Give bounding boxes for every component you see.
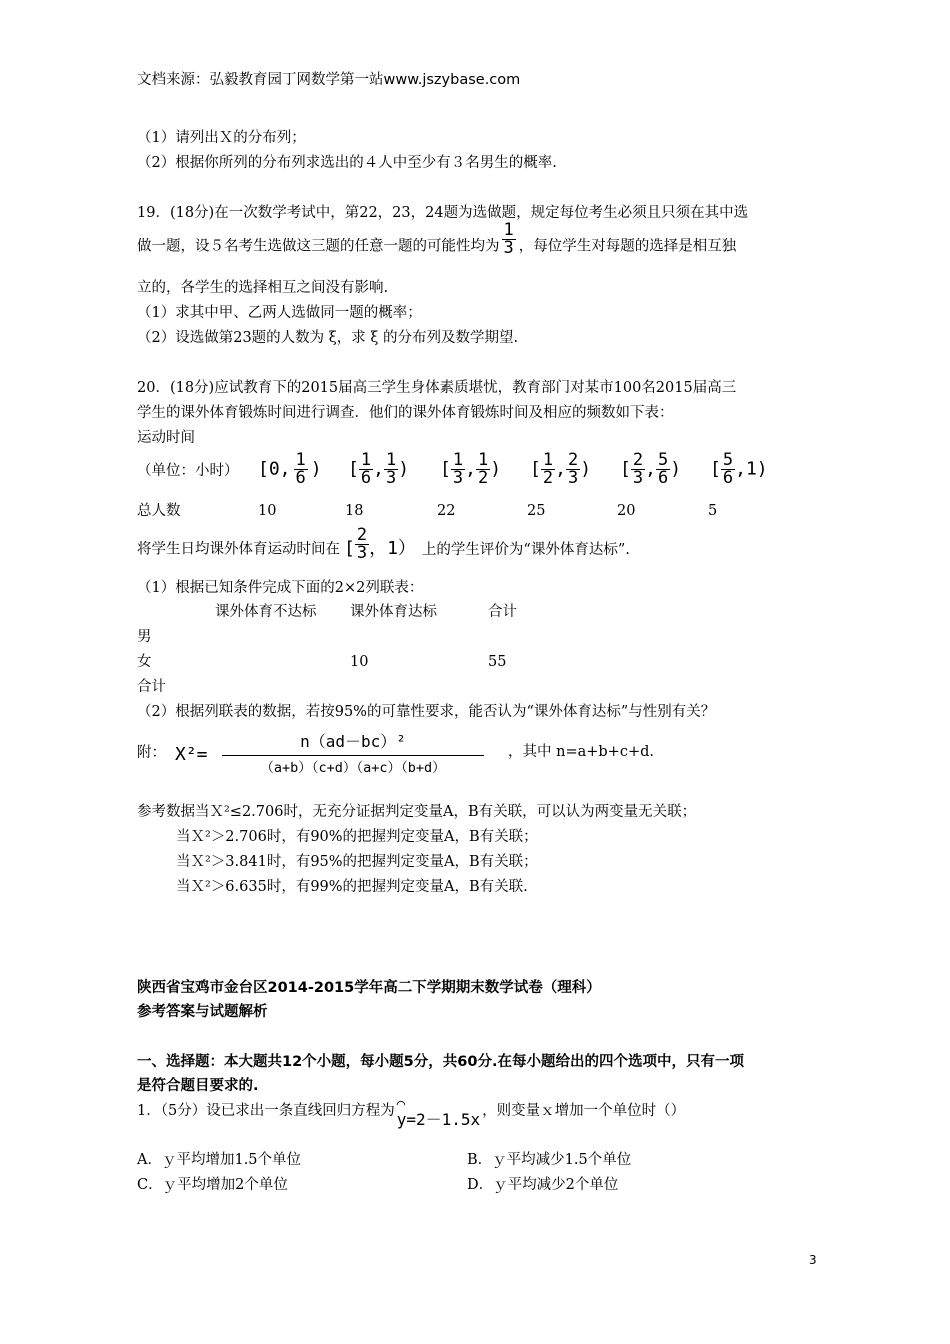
standard-interval: [ $\frac{2}{3}$ ，1） bbox=[344, 525, 416, 563]
formula-suffix: ，其中 n=a+b+c+d. bbox=[508, 744, 654, 760]
count-cell: 20 bbox=[617, 503, 636, 519]
ref-line: 当Ｘ²＞2.706时，有90%的把握判定变量A，B有关联； bbox=[176, 829, 538, 845]
option-a: A．ｙ平均增加1.5个单位 bbox=[137, 1152, 302, 1168]
ref-line: 参考数据当Ｘ²≤2.706时，无充分证据判定变量A，B有关联，可以认为两变量无关联； bbox=[137, 804, 697, 820]
q18-part1: （1）请列出Ｘ的分布列； bbox=[137, 130, 306, 146]
fraction-numerator: 1 bbox=[503, 220, 514, 240]
interval-1: [0, $\frac{1}{6}$ ) bbox=[258, 450, 322, 488]
ref-line: 当Ｘ²＞6.635时，有99%的把握判定变量A，B有关联. bbox=[176, 879, 528, 895]
hat-icon: ⌒ bbox=[396, 1096, 406, 1112]
interval-3: [ $\frac{1}{3}$ , $\frac{1}{2}$ ) bbox=[440, 450, 502, 488]
count-cell: 18 bbox=[345, 503, 364, 519]
q19-probability-fraction bbox=[502, 222, 516, 257]
q19-part2: （2）设选做第23题的人数为 ξ，求 ξ 的分布列及数学期望. bbox=[137, 330, 519, 346]
formula-prefix: 附： bbox=[137, 745, 166, 761]
answers-subtitle: 参考答案与试题解析 bbox=[137, 1004, 268, 1020]
table-row-label-count: 总人数 bbox=[137, 503, 181, 519]
standard-text-b: 上的学生评价为“课外体育达标”. bbox=[421, 541, 630, 558]
interval-2: [ $\frac{1}{6}$ , $\frac{1}{3}$ ) bbox=[348, 450, 410, 488]
interval-6: [ $\frac{5}{6}$ ,1) bbox=[710, 450, 768, 488]
q20-part1: （1）根据已知条件完成下面的2×2列联表： bbox=[137, 580, 424, 596]
q19-part1: （1）求其中甲、乙两人选做同一题的概率； bbox=[137, 305, 422, 321]
q1-text-b: ，则变量ｘ增加一个单位时（） bbox=[482, 1103, 686, 1119]
ct-cell: 10 bbox=[350, 654, 369, 670]
ref-line: 当Ｘ²＞3.841时，有95%的把握判定变量A，B有关联； bbox=[176, 854, 538, 870]
table-row-label-unit: （单位：小时） bbox=[137, 463, 239, 479]
section1-line1: 一、选择题：本大题共12个小题，每小题5分，共60分.在每小题给出的四个选项中，只有一项 bbox=[137, 1054, 744, 1070]
formula-denominator: （a+b）（c+d）（a+c）（b+d） bbox=[260, 760, 446, 776]
answers-title: 陕西省宝鸡市金台区2014-2015学年高二下学期期末数学试卷（理科） bbox=[137, 980, 601, 996]
count-cell: 5 bbox=[708, 503, 718, 519]
count-cell: 25 bbox=[527, 503, 546, 519]
regression-equation: ⌒ y=2－1.5x bbox=[396, 1096, 481, 1129]
ct-header: 课外体育达标 bbox=[350, 604, 437, 620]
chi-square-formula bbox=[222, 732, 484, 778]
interval-4: [ $\frac{1}{2}$ , $\frac{2}{3}$ ) bbox=[530, 450, 592, 488]
option-b: B．ｙ平均减少1.5个单位 bbox=[467, 1152, 632, 1168]
q19-line2-a: 做一题，设５名考生选做这三题的任意一题的可能性均为 bbox=[137, 238, 500, 255]
option-d: D．ｙ平均减少2个单位 bbox=[467, 1177, 619, 1193]
table-row-label-time: 运动时间 bbox=[137, 430, 195, 446]
formula-lhs: X²= bbox=[175, 744, 208, 765]
q20-line1: 20．(18分)应试教育下的2015届高三学生身体素质堪忧，教育部门对某市100名2015届高三 bbox=[137, 380, 737, 396]
count-cell: 22 bbox=[437, 503, 456, 519]
q19-line1: 19．(18分)在一次数学考试中，第22，23，24题为选做题，规定每位考生必须且只须在其中选 bbox=[137, 205, 749, 221]
ct-header: 合计 bbox=[488, 604, 517, 620]
q20-part2: （2）根据列联表的数据，若按95%的可靠性要求，能否认为“课外体育达标”与性别有关？ bbox=[137, 704, 716, 720]
ct-row-label: 女 bbox=[137, 654, 152, 670]
section1-line2: 是符合题目要求的. bbox=[137, 1078, 259, 1094]
interval-5: [ $\frac{2}{3}$ , $\frac{5}{6}$ ) bbox=[620, 450, 682, 488]
formula-numerator: n（ad－bc）² bbox=[222, 732, 484, 756]
q20-line2: 学生的课外体育锻炼时间进行调查．他们的课外体育锻炼时间及相应的频数如下表： bbox=[137, 405, 674, 421]
standard-text-a: 将学生日均课外体育运动时间在 bbox=[137, 541, 340, 558]
answer-q1 bbox=[137, 1096, 686, 1129]
q19-line2 bbox=[137, 220, 737, 258]
q20-standard-line bbox=[137, 525, 630, 563]
q18-part2: （2）根据你所列的分布列求选出的４人中至少有３名男生的概率. bbox=[137, 155, 557, 171]
count-cell: 10 bbox=[258, 503, 277, 519]
fraction-denominator: 3 bbox=[503, 238, 514, 258]
source-header: 文档来源：弘毅教育园丁网数学第一站www.jszybase.com bbox=[137, 72, 521, 88]
q19-line2-b: ，每位学生对每题的选择是相互独 bbox=[518, 238, 737, 255]
option-c: C．ｙ平均增加2个单位 bbox=[137, 1177, 288, 1193]
page-number: 3 bbox=[809, 1253, 817, 1267]
ct-cell: 55 bbox=[488, 654, 507, 670]
ct-row-label: 男 bbox=[137, 629, 152, 645]
q1-text-a: 1．（5分）设已求出一条直线回归方程为 bbox=[137, 1103, 395, 1119]
ct-row-label: 合计 bbox=[137, 679, 166, 695]
q19-line3: 立的，各学生的选择相互之间没有影响. bbox=[137, 280, 389, 296]
ct-header: 课外体育不达标 bbox=[215, 604, 317, 620]
